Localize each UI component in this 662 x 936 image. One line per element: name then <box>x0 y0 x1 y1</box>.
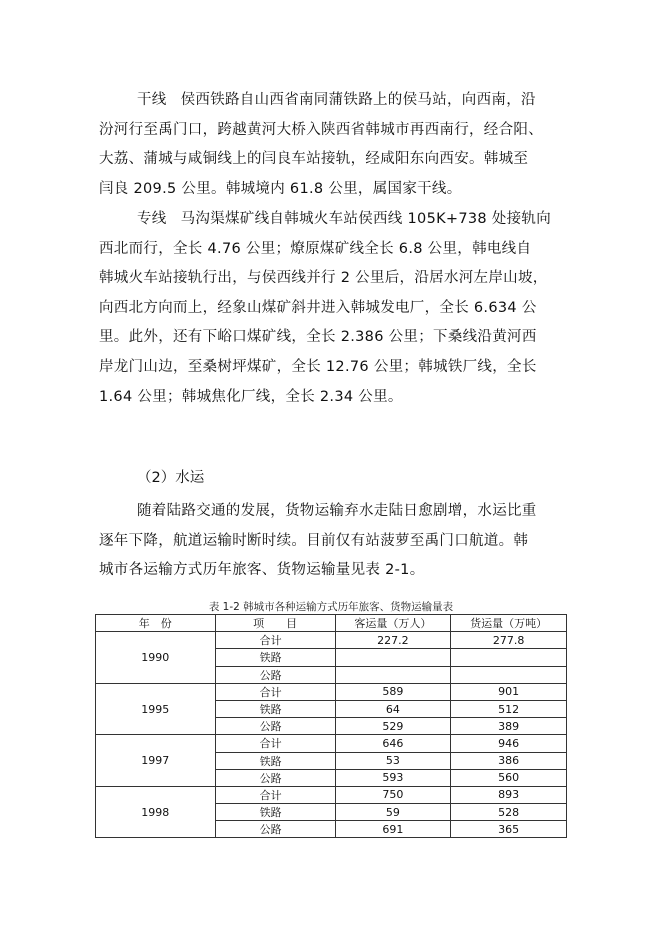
freight-cell: 560 <box>451 769 567 786</box>
item-cell: 公路 <box>215 769 335 786</box>
item-cell: 合计 <box>215 683 335 700</box>
item-cell: 合计 <box>215 632 335 649</box>
item-cell: 公路 <box>215 666 335 683</box>
passenger-cell: 593 <box>335 769 451 786</box>
transport-volume-table <box>95 614 567 838</box>
passenger-cell: 529 <box>335 718 451 735</box>
year-cell: 1998 <box>96 786 216 838</box>
passenger-cell: 59 <box>335 804 451 821</box>
passenger-cell <box>335 666 451 683</box>
freight-cell: 893 <box>451 786 567 803</box>
passenger-cell: 227.2 <box>335 632 451 649</box>
year-cell: 1995 <box>96 683 216 735</box>
passenger-cell: 589 <box>335 683 451 700</box>
item-cell: 铁路 <box>215 804 335 821</box>
water-transport-heading: （2）水运 <box>137 470 205 486</box>
freight-cell: 528 <box>451 804 567 821</box>
table-row <box>96 632 567 649</box>
table-row <box>96 735 567 752</box>
year-cell: 1990 <box>96 632 216 684</box>
item-cell: 合计 <box>215 735 335 752</box>
item-cell: 公路 <box>215 718 335 735</box>
freight-cell <box>451 666 567 683</box>
passenger-cell <box>335 649 451 666</box>
passenger-cell: 64 <box>335 700 451 717</box>
table-caption: 表 1-2 韩城市各种运输方式历年旅客、货物运输量表 <box>208 601 454 613</box>
item-cell: 铁路 <box>215 752 335 769</box>
freight-cell: 946 <box>451 735 567 752</box>
header-freight: 货运量（万吨） <box>451 615 567 632</box>
passenger-cell: 750 <box>335 786 451 803</box>
header-passenger: 客运量（万人） <box>335 615 451 632</box>
trunk-line-label: 干线 <box>137 92 167 108</box>
header-year: 年 份 <box>96 615 216 632</box>
freight-cell <box>451 649 567 666</box>
freight-cell: 901 <box>451 683 567 700</box>
item-cell: 合计 <box>215 786 335 803</box>
passenger-cell: 646 <box>335 735 451 752</box>
item-cell: 铁路 <box>215 700 335 717</box>
freight-cell: 512 <box>451 700 567 717</box>
header-item: 项 目 <box>215 615 335 632</box>
water-transport-paragraph: 随着陆路交通的发展，货物运输弃水走陆日愈剧增，水运比重 逐年下降，航道运输时断时续。目前仅有站菠萝至禹门口航道。韩 城市各运输方式历年旅客、货物运输量见表 2-1。 <box>99 503 537 579</box>
item-cell: 公路 <box>215 821 335 838</box>
table-header-row <box>96 615 567 632</box>
passenger-cell: 691 <box>335 821 451 838</box>
freight-cell: 389 <box>451 718 567 735</box>
branch-line-label: 专线 <box>137 211 167 227</box>
table-row <box>96 786 567 803</box>
passenger-cell: 53 <box>335 752 451 769</box>
branch-line-paragraph: 专线 马沟渠煤矿线自韩城火车站侯西线 105K+738 处接轨向 西北而行，全长 4.76 公里；燎原煤矿线全长 6.8 公里，韩电线自 韩城火车站接轨行出，与侯西线并行 2 公里后，沿居水河左岸山坡， 向西北方向而上，经象山煤矿斜井进入韩城发电厂，全长 6.634 公 里。此外，还有下峪口煤矿线，全长 2.386 公里；下桑线沿黄河西 岸龙门山边，至桑树坪煤矿，全长 12.76 公里；韩城铁厂线，全长 1.64 公里；韩城焦化厂线，全长 2.34 公里。 <box>99 211 552 405</box>
freight-cell: 365 <box>451 821 567 838</box>
table-row <box>96 683 567 700</box>
year-cell: 1997 <box>96 735 216 787</box>
item-cell: 铁路 <box>215 649 335 666</box>
freight-cell: 277.8 <box>451 632 567 649</box>
trunk-line-paragraph: 干线 侯西铁路自山西省南同蒲铁路上的侯马站，向西南，沿 汾河行至禹门口，跨越黄河大桥入陕西省韩城市再西南行，经合阳、 大荔、蒲城与咸铜线上的闫良车站接轨，经咸阳东向西安。韩城至 闫良 209.5 公里。韩城境内 61.8 公里，属国家干线。 <box>99 92 543 197</box>
freight-cell: 386 <box>451 752 567 769</box>
